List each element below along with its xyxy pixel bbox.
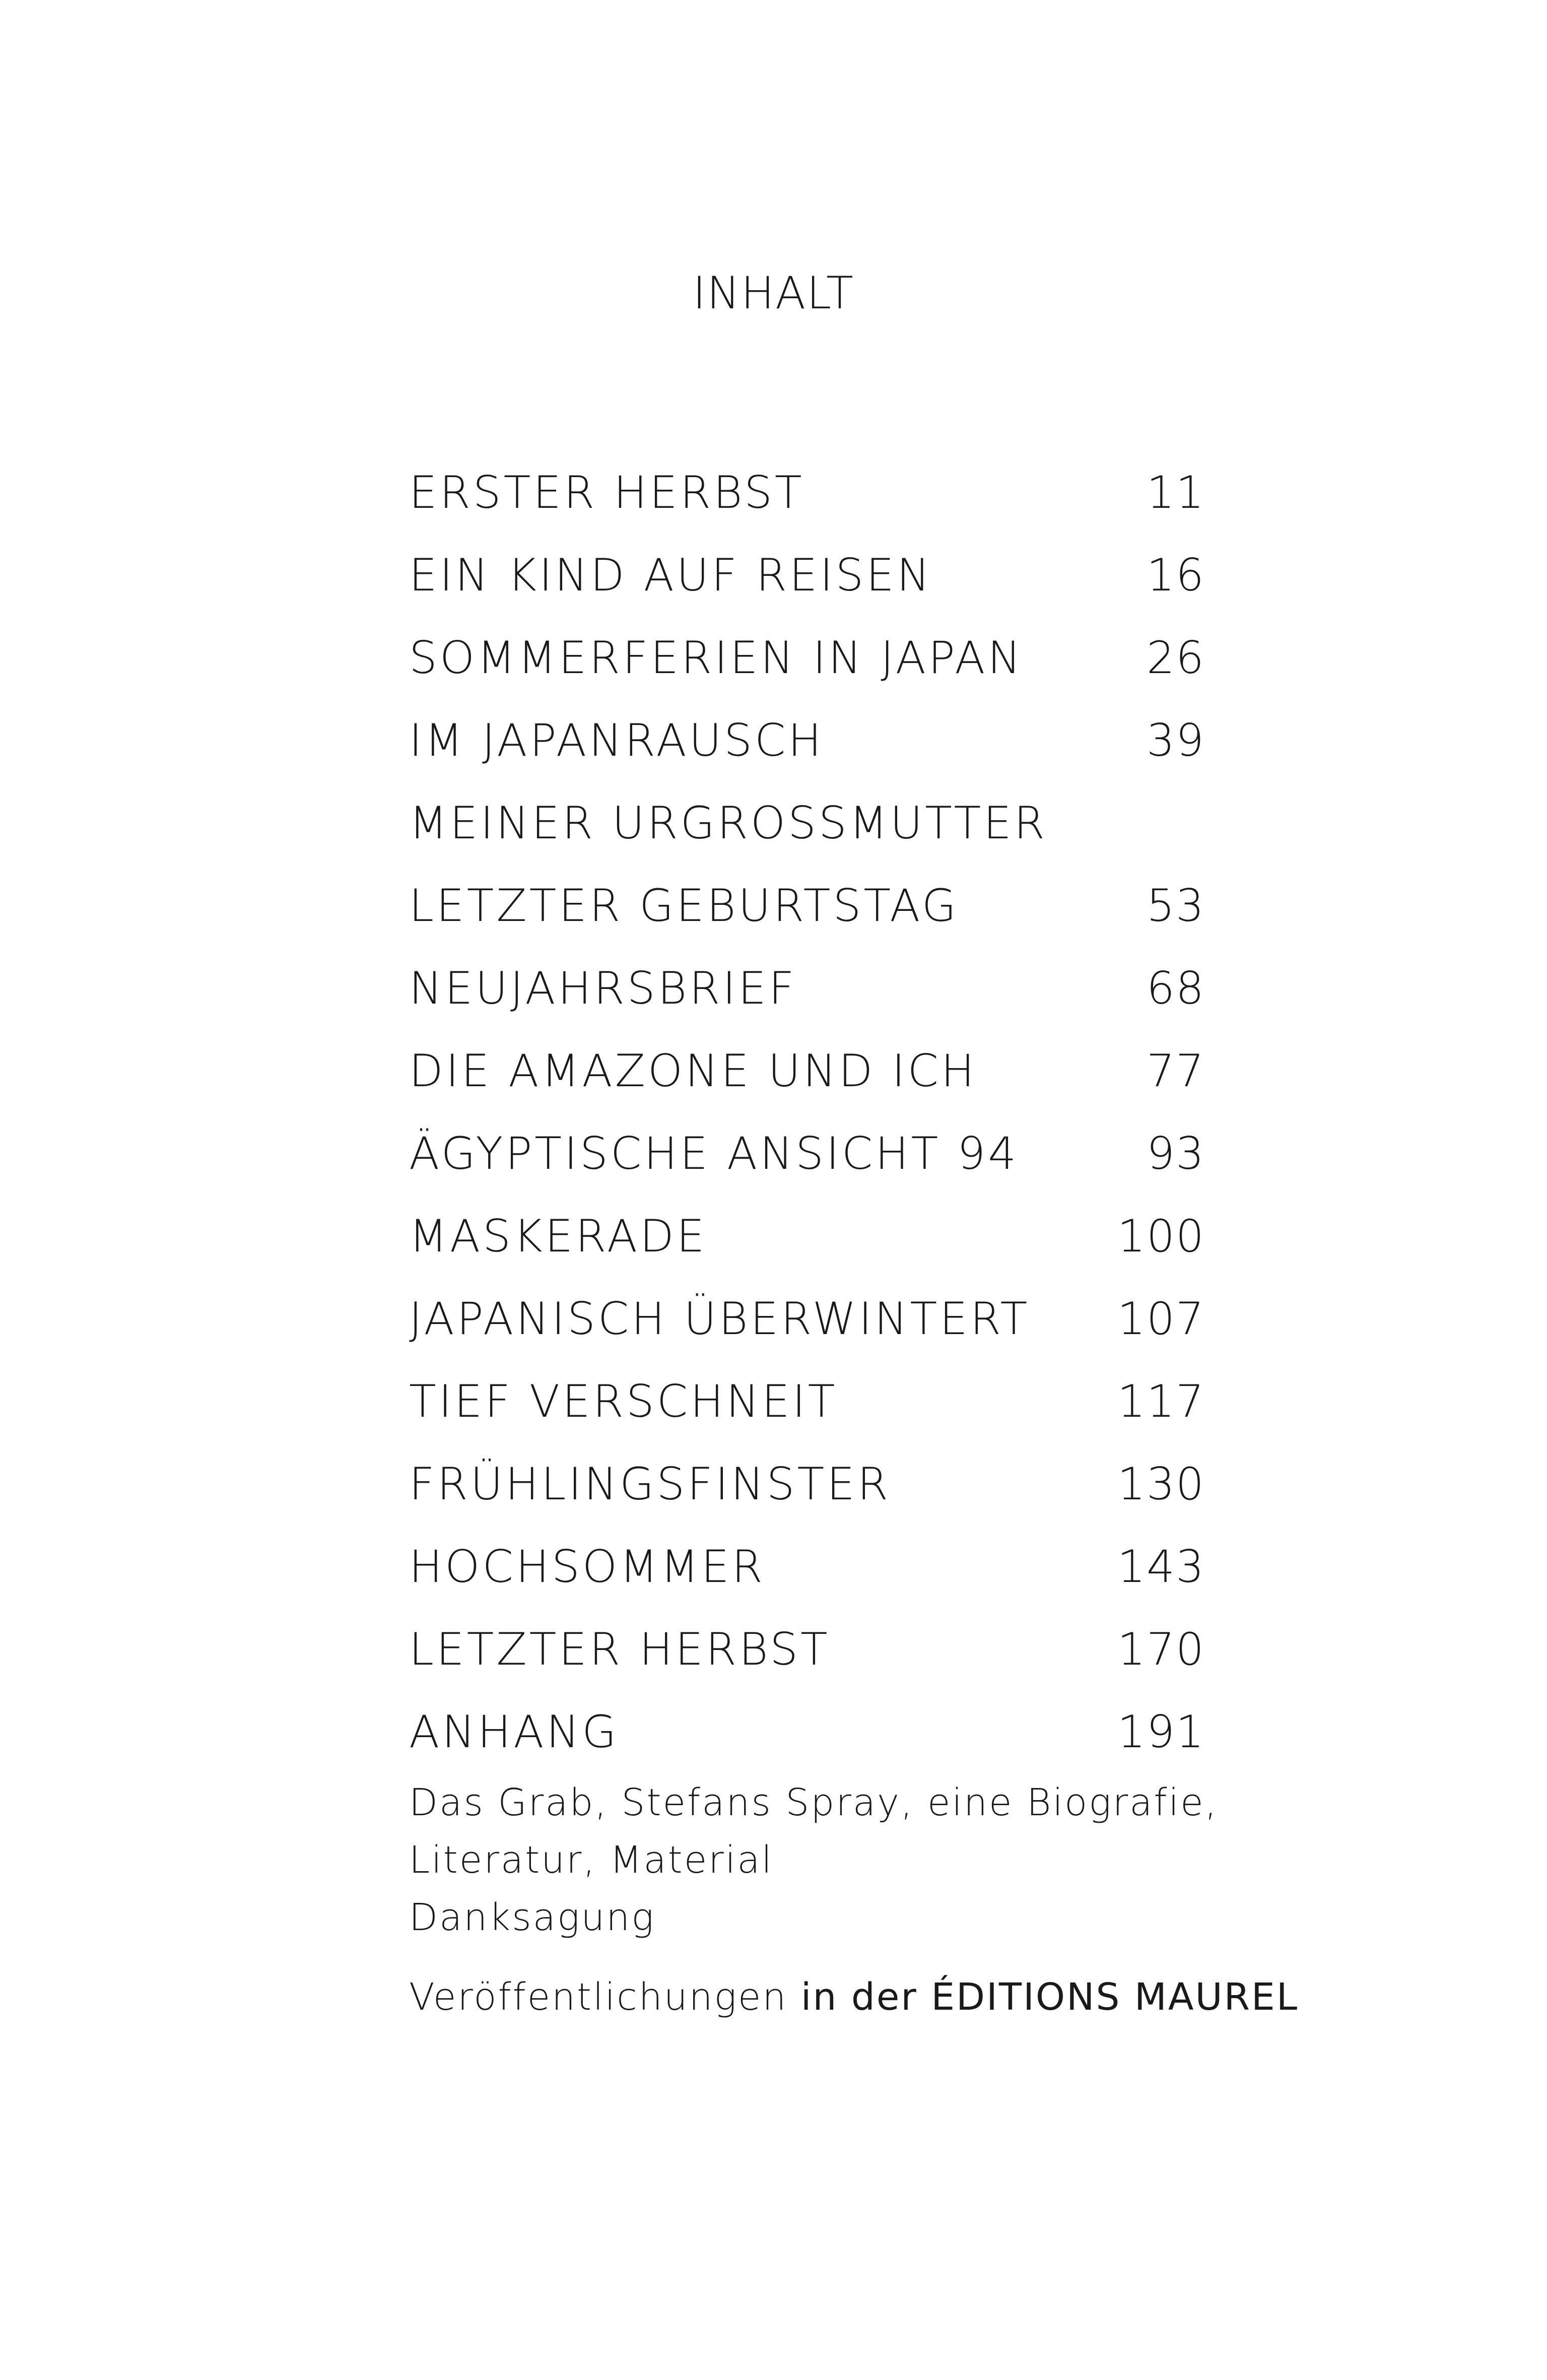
toc-entry [409, 1525, 1205, 1608]
toc-entry [409, 1277, 1205, 1360]
toc-entry [409, 1112, 1205, 1195]
toc-entry [409, 1442, 1205, 1525]
toc-entry-title: IM JAPANRAUSCH [409, 714, 824, 766]
toc-entry-title: JAPANISCH ÜBERWINTERT [409, 1292, 1030, 1345]
toc-entry [409, 781, 1205, 864]
toc-entry-page: 100 [1117, 1210, 1205, 1262]
appendix-line: Literatur, Material [409, 1838, 774, 1882]
toc-entry-page: 16 [1147, 549, 1205, 601]
toc-entry-title: HOCHSOMMER [409, 1540, 765, 1593]
toc-entry-page: 107 [1117, 1292, 1205, 1345]
toc-entry-page: 68 [1147, 962, 1205, 1014]
toc-entry [409, 534, 1205, 616]
toc-entry [409, 864, 1205, 947]
toc-entry-title: LETZTER GEBURTSTAG [409, 879, 959, 932]
toc-entry-page: 170 [1117, 1623, 1205, 1675]
toc-entry-title: ANHANG [409, 1705, 619, 1758]
toc-entry-page: 39 [1147, 714, 1205, 766]
toc-entry-title: SOMMERFERIEN IN JAPAN [409, 631, 1024, 684]
toc-entry-page: 53 [1147, 879, 1205, 932]
appendix-line: Das Grab, Stefans Spray, eine Biografie, [409, 1781, 1219, 1824]
toc-entry [409, 1608, 1205, 1690]
toc-entry-page: 77 [1147, 1044, 1205, 1097]
toc-entry-page: 117 [1117, 1375, 1205, 1427]
toc-entry-page: 93 [1147, 1127, 1205, 1179]
toc-entry [409, 699, 1205, 781]
toc-entry [409, 451, 1205, 534]
toc-entry [409, 947, 1205, 1029]
toc-entry-page: 143 [1117, 1540, 1205, 1593]
page-title: INHALT [693, 267, 854, 319]
toc-entry-title: LETZTER HERBST [409, 1623, 830, 1675]
appendix-line: Danksagung [409, 1896, 655, 1939]
toc-entry-title: TIEF VERSCHNEIT [409, 1375, 838, 1427]
toc-entry-title: MASKERADE [409, 1210, 707, 1262]
toc-entry-page: 191 [1117, 1705, 1205, 1758]
toc-entry [409, 1360, 1205, 1442]
toc-entry-page: 26 [1147, 631, 1205, 684]
toc-entry [409, 1690, 1205, 1773]
publications-lead: Veröffentlichungen [409, 1975, 788, 2019]
toc-entry-title: ERSTER HERBST [409, 466, 804, 518]
toc-entry [409, 1029, 1205, 1112]
toc-entry-title: MEINER URGROSSMUTTER [409, 797, 1047, 849]
toc-entry-title: DIE AMAZONE UND ICH [409, 1044, 977, 1097]
publications-line [409, 1975, 1299, 2019]
toc-entry-title: NEUJAHRSBRIEF [409, 962, 797, 1014]
toc-entry [409, 616, 1205, 699]
toc-entry-title: FRÜHLINGSFINSTER [409, 1458, 891, 1510]
appendix-contents [409, 1774, 1219, 1946]
toc-entry-page: 11 [1147, 466, 1205, 518]
toc-entry-title: ÄGYPTISCHE ANSICHT 94 [409, 1127, 1019, 1179]
publications-publisher: in der ÉDITIONS MAUREL [787, 1975, 1299, 2019]
table-of-contents [409, 451, 1299, 2019]
toc-entry-page: 130 [1117, 1458, 1205, 1510]
toc-entry-title: EIN KIND AUF REISEN [409, 549, 932, 601]
toc-entry [409, 1195, 1205, 1277]
